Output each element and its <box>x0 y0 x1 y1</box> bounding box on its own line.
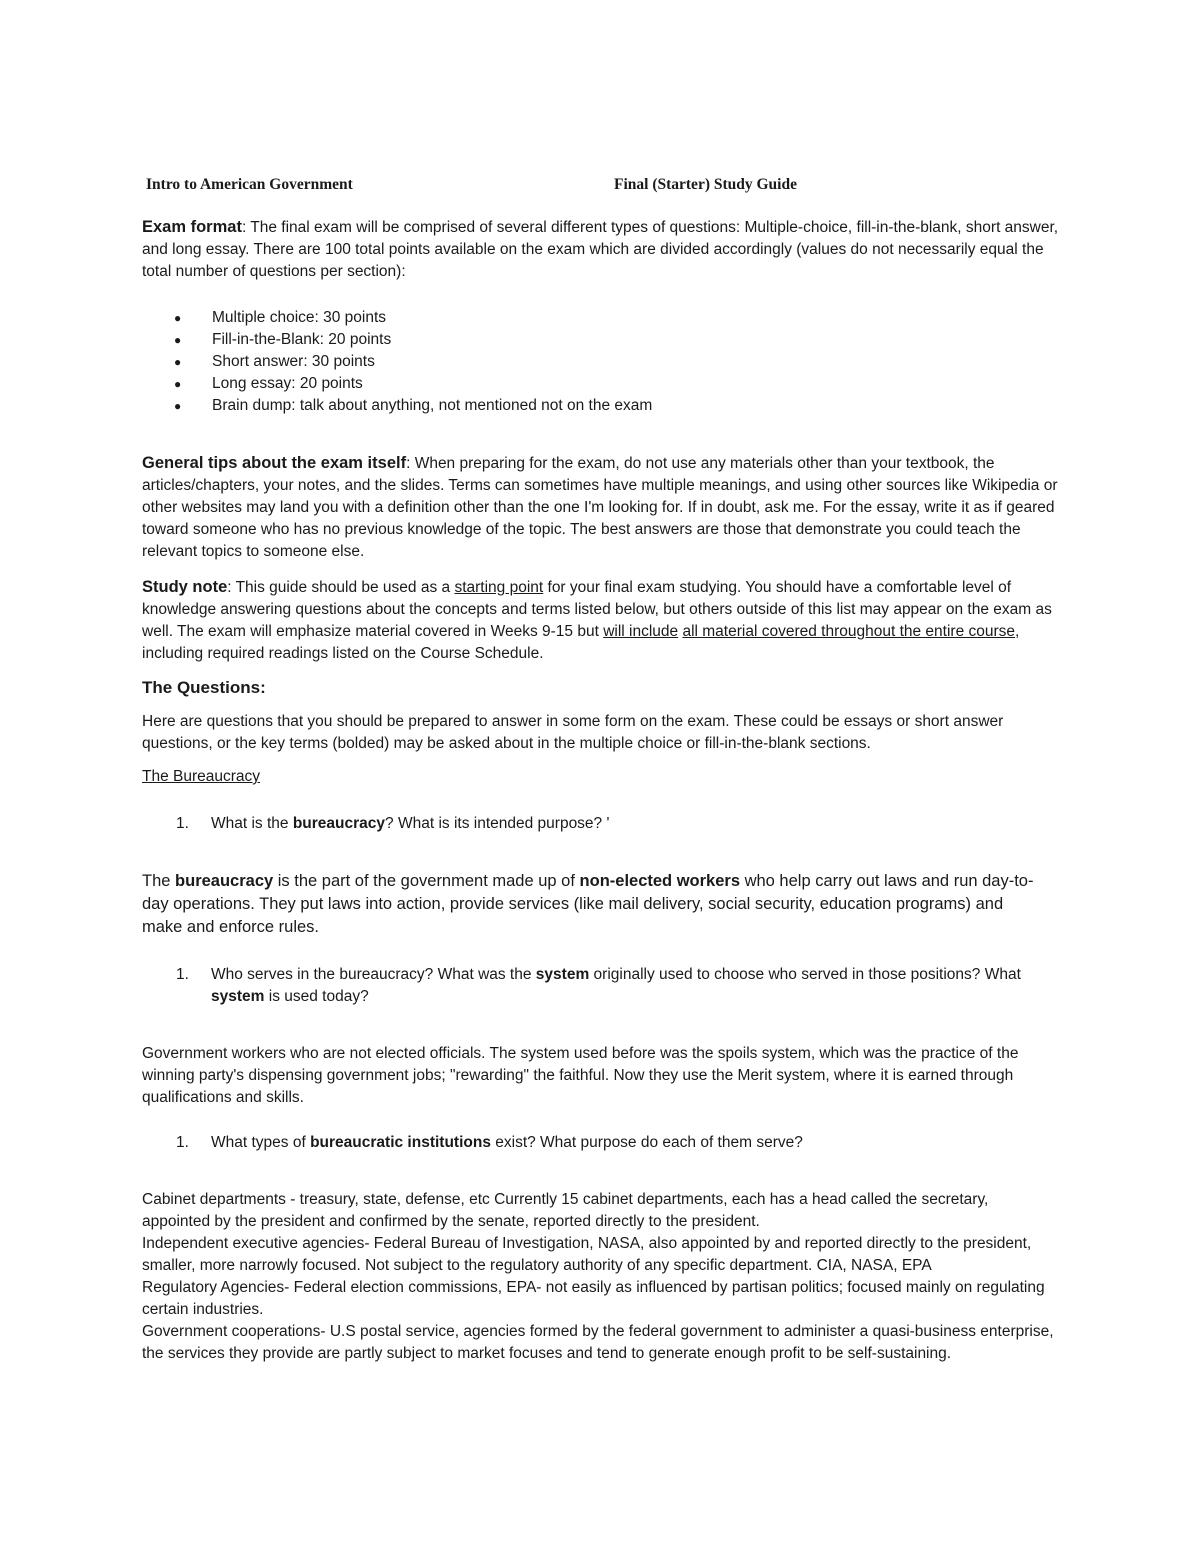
list-item: ● Fill-in-the-Blank: 20 points <box>174 329 652 351</box>
exam-format-label: Exam format <box>142 218 242 236</box>
bullet-icon: ● <box>174 399 182 413</box>
course-title: Intro to American Government <box>146 176 353 193</box>
question-number: 1. <box>176 966 189 983</box>
answer-2: Government workers who are not elected officials. The system used before was the spoils system, which was the practice of the winning party's dispensing government jobs; "rewarding" the faithful. Now they use the Merit system, where it is earned through qualifications and skills. <box>142 1045 1019 1106</box>
will-include-underline: will include <box>603 623 679 640</box>
general-tips-label: General tips about the exam itself <box>142 454 407 472</box>
answer-3-line: Cabinet departments - treasury, state, defense, etc Currently 15 cabinet departments, each has a head called the secretary, appointed by the president and confirmed by the senate, reported directly to the president. <box>142 1191 989 1230</box>
study-note-paragraph: Study note: This guide should be used as a starting point for your final exam studying. You should have a comfortable level of knowledge answering questions about the concepts and terms listed below, but others outside of this list may appear on the exam as well. The exam will emphasize material covered in Weeks 9-15 but will include all material covered throughout the entire course, including required readings listed on the Course Schedule. <box>142 578 1052 662</box>
questions-heading: The Questions: <box>142 678 266 697</box>
list-item: ● Long essay: 20 points <box>174 373 652 395</box>
exam-format-paragraph <box>142 216 1067 283</box>
question-number: 1. <box>176 815 189 832</box>
list-item: ● Brain dump: talk about anything, not mentioned not on the exam <box>174 395 652 417</box>
answer-3 <box>142 1189 1057 1365</box>
list-item: ● Multiple choice: 30 points <box>174 307 652 329</box>
answer-1: The bureaucracy is the part of the government made up of non-elected workers who help carry out laws and run day-to-day operations. They put laws into action, provide services (like mail delivery, social security, education programs) and make and enforce rules. <box>142 872 1034 936</box>
points-list <box>174 307 652 417</box>
list-item: ● Short answer: 30 points <box>174 351 652 373</box>
questions-intro: Here are questions that you should be prepared to answer in some form on the exam. These could be essays or short answer questions, or the key terms (bolded) may be asked about in the multiple choice or fill-in-the-blank sections. <box>142 713 1004 752</box>
bullet-icon: ● <box>174 311 182 325</box>
general-tips-paragraph <box>142 452 1067 563</box>
starting-point-underline: starting point <box>454 579 544 596</box>
bullet-icon: ● <box>174 355 182 369</box>
general-tips-text: : When preparing for the exam, do not use any materials other than your textbook, the articles/chapters, your notes, and the slides. Terms can sometimes have multiple meanings, and using other sources like Wikipedia or other websites may land you with a definition other than the one I'm looking for. If in doubt, ask me. For the essay, write it as if geared toward someone who has no previous knowledge of the topic. The best answers are those that demonstrate you could teach the relevant topics to someone else. <box>142 455 1058 560</box>
study-note-label: Study note <box>142 578 228 596</box>
bullet-icon: ● <box>174 377 182 391</box>
section-heading-bureaucracy: The Bureaucracy <box>142 768 261 785</box>
bullet-icon: ● <box>174 333 182 347</box>
entire-course-underline: all material covered throughout the entire course <box>682 623 1016 640</box>
guide-title: Final (Starter) Study Guide <box>614 176 797 193</box>
answer-3-line: Regulatory Agencies- Federal election commissions, EPA- not easily as influenced by partisan politics; focused mainly on regulating certain industries. <box>142 1279 1045 1318</box>
answer-3-line: Independent executive agencies- Federal Bureau of Investigation, NASA, also appointed by and reported directly to the president, smaller, more narrowly focused. Not subject to the regulatory authority of any specific department. CIA, NASA, EPA <box>142 1235 1032 1274</box>
answer-3-line: Government cooperations- U.S postal service, agencies formed by the federal government to administer a quasi-business enterprise, the services they provide are partly subject to market focuses and tend to generate enough profit to be self-sustaining. <box>142 1323 1054 1362</box>
question-number: 1. <box>176 1134 189 1151</box>
exam-format-text: : The final exam will be comprised of several different types of questions: Multiple-choice, fill-in-the-blank, short answer, and long essay. There are 100 total points available on the exam which are divided accordingly (values do not necessarily equal the total number of questions per section): <box>142 219 1059 280</box>
